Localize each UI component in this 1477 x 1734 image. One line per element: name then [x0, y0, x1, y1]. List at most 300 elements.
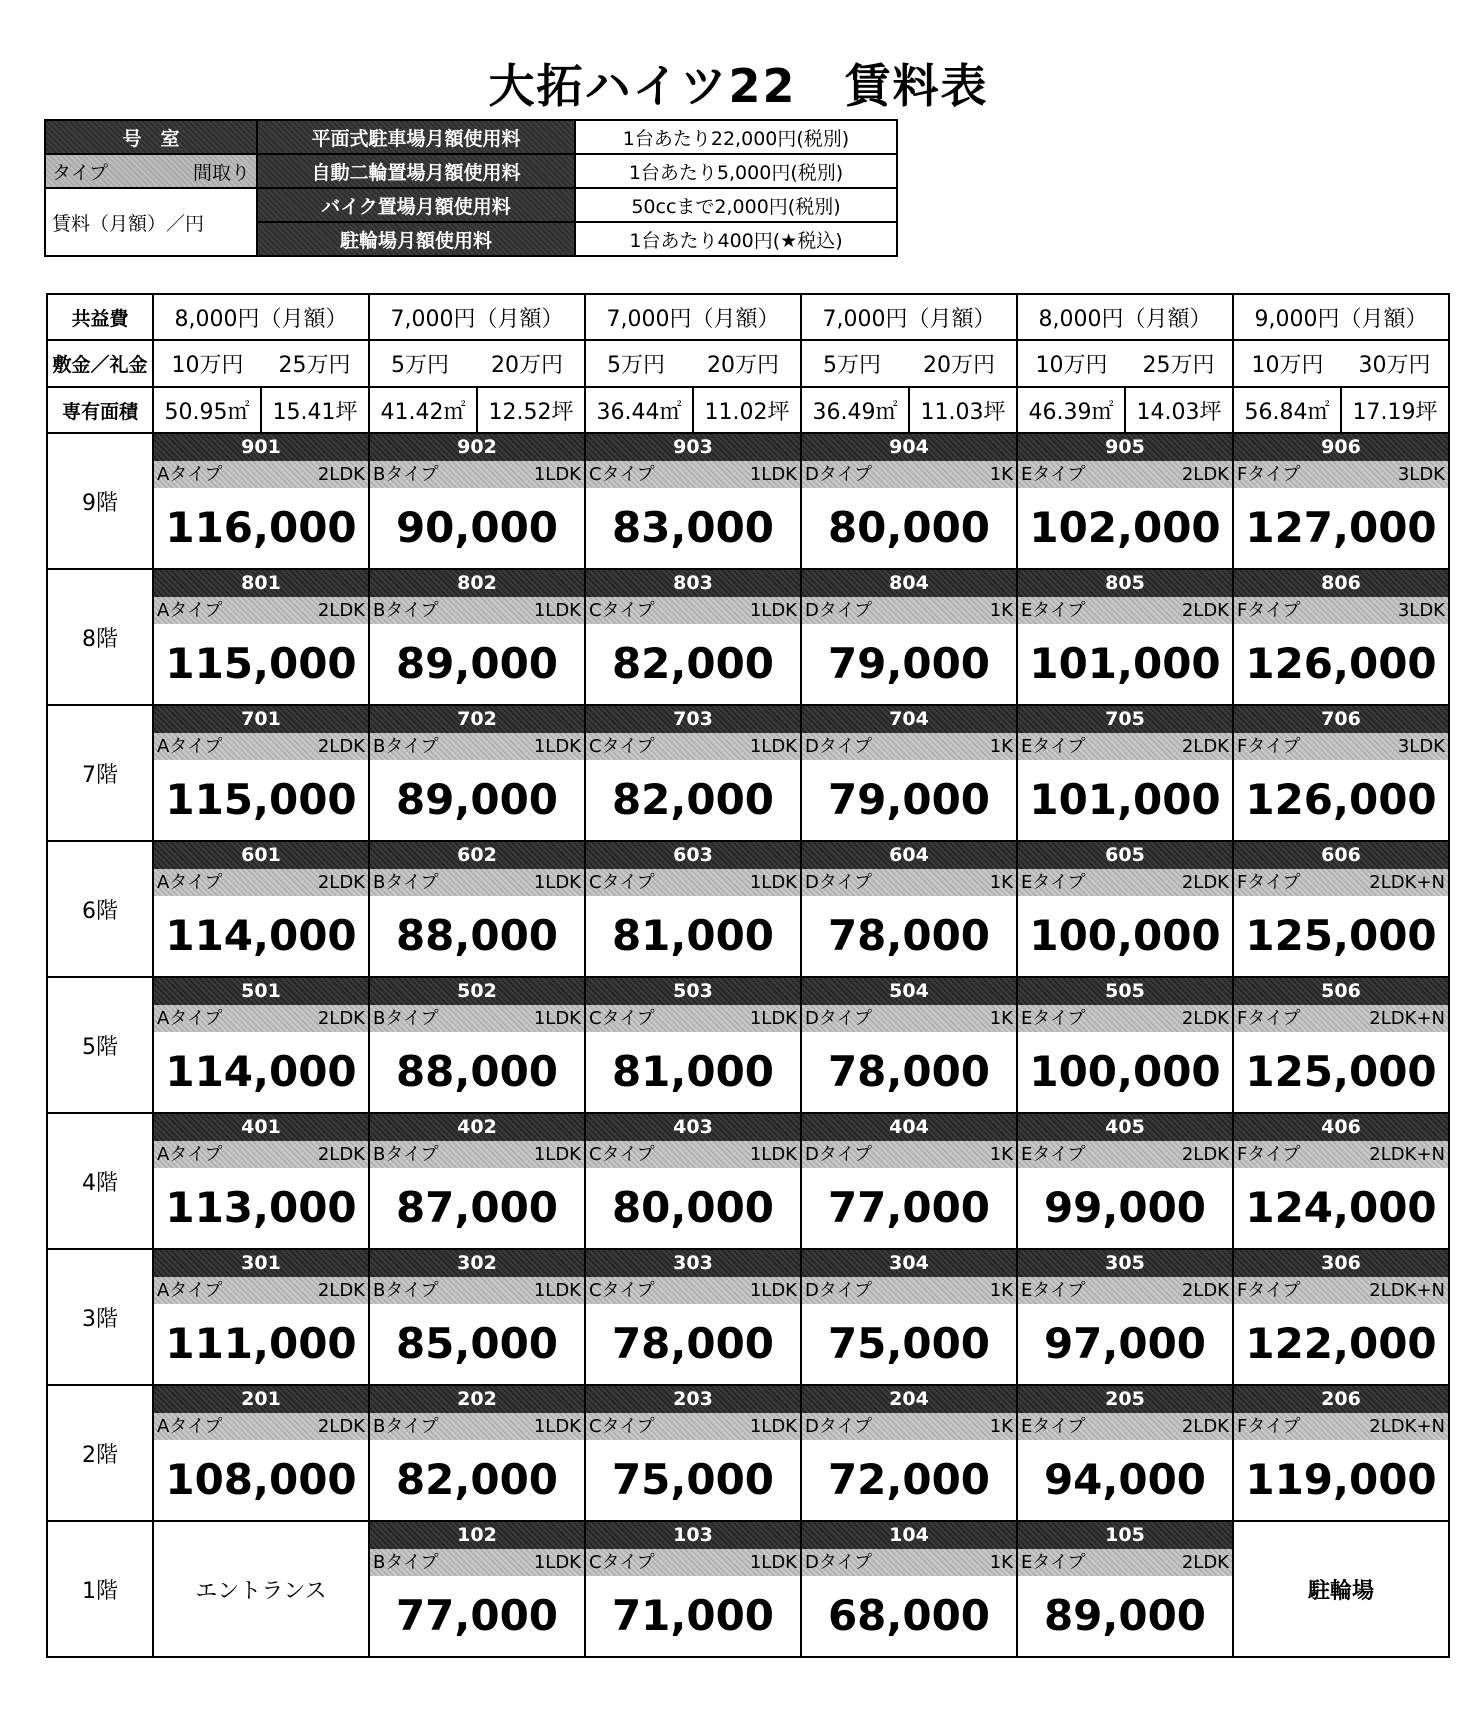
unit-cell: [369, 705, 585, 841]
unit-number: 205: [1018, 1386, 1232, 1413]
unit-rent: 79,000: [827, 639, 991, 688]
unit-type: Eタイプ: [1021, 872, 1086, 893]
area-m2-cell: 41.42㎡: [369, 387, 477, 433]
unit-layout: 2LDK: [1181, 872, 1229, 893]
unit-layout: 2LDK: [1181, 1008, 1229, 1029]
deposit-key-cell: [585, 340, 801, 387]
legend-type-label: タイプ: [52, 161, 109, 184]
deposit-value: 5万円: [391, 353, 449, 378]
floor-label: 7階: [47, 705, 153, 841]
unit-layout: 1LDK: [749, 872, 797, 893]
header-deposit-label: 敷金／礼金: [47, 340, 153, 387]
area-m2-cell: 56.84㎡: [1233, 387, 1341, 433]
unit-rent: 100,000: [1029, 1047, 1221, 1096]
unit-cell: [153, 705, 369, 841]
unit-type: Fタイプ: [1237, 736, 1301, 757]
unit-layout: 1LDK: [533, 600, 581, 621]
unit-type: Fタイプ: [1237, 872, 1301, 893]
deposit-value: 10万円: [1035, 353, 1108, 378]
unit-type: Eタイプ: [1021, 1416, 1086, 1437]
unit-number: 806: [1234, 570, 1448, 597]
unit-number: 905: [1018, 434, 1232, 461]
unit-type: Fタイプ: [1237, 1144, 1301, 1165]
unit-cell: [1017, 977, 1233, 1113]
unit-type-row: [1234, 1141, 1448, 1168]
unit-type-row: [370, 1277, 584, 1304]
unit-layout: 1LDK: [533, 1144, 581, 1165]
deposit-key-cell: [1017, 340, 1233, 387]
unit-type: Eタイプ: [1021, 1008, 1086, 1029]
common-fee-cell: 9,000円（月額）: [1233, 294, 1449, 340]
floor-row: [47, 705, 1449, 841]
unit-cell: [801, 433, 1017, 569]
unit-layout: 2LDK: [317, 736, 365, 757]
unit-type-row: [586, 1413, 800, 1440]
floor-label: 6階: [47, 841, 153, 977]
unit-cell: [801, 1249, 1017, 1385]
unit-number: 505: [1018, 978, 1232, 1005]
unit-type: Fタイプ: [1237, 464, 1301, 485]
unit-rent: 111,000: [165, 1319, 357, 1368]
common-fee-cell: 7,000円（月額）: [585, 294, 801, 340]
unit-cell: [585, 569, 801, 705]
unit-number: 406: [1234, 1114, 1448, 1141]
unit-type-row: [154, 1277, 368, 1304]
unit-number: 803: [586, 570, 800, 597]
unit-type-row: [802, 1549, 1016, 1576]
unit-rent: 125,000: [1245, 1047, 1437, 1096]
unit-rent: 113,000: [165, 1183, 357, 1232]
unit-layout: 3LDK: [1397, 600, 1445, 621]
unit-type: Fタイプ: [1237, 1280, 1301, 1301]
unit-type-row: [370, 1413, 584, 1440]
unit-type-row: [586, 1549, 800, 1576]
unit-rent: 88,000: [395, 911, 559, 960]
unit-layout: 1LDK: [533, 1552, 581, 1573]
unit-cell: [153, 569, 369, 705]
unit-number: 904: [802, 434, 1016, 461]
unit-cell: [153, 1385, 369, 1521]
unit-number: 501: [154, 978, 368, 1005]
unit-number: 606: [1234, 842, 1448, 869]
unit-layout: 3LDK: [1397, 464, 1445, 485]
legend-layout-label: 間取り: [192, 161, 250, 184]
unit-number: 602: [370, 842, 584, 869]
unit-rent: 119,000: [1245, 1455, 1437, 1504]
unit-number: 704: [802, 706, 1016, 733]
unit-type-row: [1018, 1141, 1232, 1168]
header-common-label: 共益費: [47, 294, 153, 340]
unit-rent: 78,000: [827, 1047, 991, 1096]
unit-type-row: [802, 733, 1016, 760]
unit-number: 304: [802, 1250, 1016, 1277]
area-m2-cell: 50.95㎡: [153, 387, 261, 433]
unit-number: 902: [370, 434, 584, 461]
unit-type: Dタイプ: [805, 600, 872, 621]
unit-layout: 2LDK: [317, 1008, 365, 1029]
legend-item-label: 平面式駐車場月額使用料: [257, 120, 575, 154]
area-m2-cell: 36.44㎡: [585, 387, 693, 433]
unit-rent: 108,000: [165, 1455, 357, 1504]
unit-layout: 1K: [989, 1008, 1013, 1029]
unit-number: 502: [370, 978, 584, 1005]
unit-number: 401: [154, 1114, 368, 1141]
unit-rent: 85,000: [395, 1319, 559, 1368]
unit-number: 201: [154, 1386, 368, 1413]
unit-type-row: [370, 1005, 584, 1032]
unit-type: Cタイプ: [589, 600, 655, 621]
legend-item-label: 駐輪場月額使用料: [257, 222, 575, 256]
unit-type-row: [370, 869, 584, 896]
legend-item-label: バイク置場月額使用料: [257, 188, 575, 222]
unit-rent: 114,000: [165, 911, 357, 960]
unit-layout: 1LDK: [749, 600, 797, 621]
unit-type-row: [1018, 597, 1232, 624]
unit-cell: [369, 1521, 585, 1657]
unit-type-row: [154, 869, 368, 896]
floor-row: [47, 1521, 1449, 1657]
area-tsubo-cell: 11.02坪: [693, 387, 801, 433]
unit-cell: [369, 1385, 585, 1521]
unit-type-row: [154, 461, 368, 488]
unit-rent: 75,000: [827, 1319, 991, 1368]
unit-rent: 116,000: [165, 503, 357, 552]
unit-type: Bタイプ: [373, 464, 439, 485]
floor-label: 5階: [47, 977, 153, 1113]
unit-rent: 115,000: [165, 639, 357, 688]
unit-layout: 1K: [989, 1416, 1013, 1437]
unit-type: Bタイプ: [373, 600, 439, 621]
key-money-value: 25万円: [1142, 353, 1215, 378]
unit-number: 804: [802, 570, 1016, 597]
unit-rent: 72,000: [827, 1455, 991, 1504]
unit-type: Dタイプ: [805, 1552, 872, 1573]
unit-layout: 1LDK: [749, 1552, 797, 1573]
unit-cell: [1017, 1385, 1233, 1521]
legend-type-layout: [45, 154, 257, 188]
unit-type: Bタイプ: [373, 1416, 439, 1437]
unit-rent: 81,000: [611, 911, 775, 960]
legend-rent-label: 賃料（月額）／円: [45, 188, 257, 256]
unit-type: Fタイプ: [1237, 1416, 1301, 1437]
unit-type-row: [586, 1277, 800, 1304]
unit-cell: [1233, 569, 1449, 705]
unit-number: 703: [586, 706, 800, 733]
unit-cell: [1233, 841, 1449, 977]
unit-type: Fタイプ: [1237, 600, 1301, 621]
unit-type-row: [1018, 1005, 1232, 1032]
unit-cell: [801, 569, 1017, 705]
unit-rent: 102,000: [1029, 503, 1221, 552]
deposit-value: 5万円: [607, 353, 665, 378]
unit-number: 504: [802, 978, 1016, 1005]
unit-type: Eタイプ: [1021, 600, 1086, 621]
unit-cell: [801, 1521, 1017, 1657]
unit-type: Cタイプ: [589, 872, 655, 893]
unit-cell: [1017, 433, 1233, 569]
unit-cell: [369, 1249, 585, 1385]
floor-row: [47, 841, 1449, 977]
unit-layout: 1K: [989, 736, 1013, 757]
unit-type-row: [586, 461, 800, 488]
unit-type-row: [802, 1277, 1016, 1304]
unit-type: Cタイプ: [589, 1280, 655, 1301]
unit-layout: 1LDK: [749, 1280, 797, 1301]
common-fee-cell: 7,000円（月額）: [801, 294, 1017, 340]
unit-type: Bタイプ: [373, 1552, 439, 1573]
area-tsubo-cell: 11.03坪: [909, 387, 1017, 433]
unit-cell: [153, 1113, 369, 1249]
unit-type-row: [1234, 461, 1448, 488]
unit-type-row: [154, 1141, 368, 1168]
unit-type-row: [586, 1005, 800, 1032]
unit-layout: 2LDK: [1181, 1280, 1229, 1301]
unit-type: Aタイプ: [157, 464, 223, 485]
unit-layout: 1LDK: [749, 464, 797, 485]
unit-number: 901: [154, 434, 368, 461]
unit-rent: 68,000: [827, 1591, 991, 1640]
unit-type-row: [1234, 733, 1448, 760]
unit-cell: [801, 1113, 1017, 1249]
common-fee-cell: 7,000円（月額）: [369, 294, 585, 340]
unit-layout: 1LDK: [533, 1416, 581, 1437]
unit-type: Dタイプ: [805, 1008, 872, 1029]
legend-room-label: 号 室: [45, 120, 257, 154]
unit-layout: 3LDK: [1397, 736, 1445, 757]
floor-row: [47, 569, 1449, 705]
unit-rent: 115,000: [165, 775, 357, 824]
unit-type-row: [802, 1005, 1016, 1032]
unit-type-row: [1234, 1277, 1448, 1304]
unit-cell: [585, 841, 801, 977]
unit-layout: 1K: [989, 600, 1013, 621]
floor-label: 2階: [47, 1385, 153, 1521]
unit-cell: [369, 433, 585, 569]
unit-type-row: [370, 733, 584, 760]
unit-cell: [1017, 841, 1233, 977]
unit-number: 903: [586, 434, 800, 461]
unit-number: 503: [586, 978, 800, 1005]
unit-cell: [585, 1113, 801, 1249]
floor-label: 8階: [47, 569, 153, 705]
unit-layout: 1LDK: [749, 736, 797, 757]
unit-rent: 79,000: [827, 775, 991, 824]
unit-rent: 87,000: [395, 1183, 559, 1232]
unit-number: 702: [370, 706, 584, 733]
unit-cell: [1233, 705, 1449, 841]
unit-type-row: [1018, 1549, 1232, 1576]
unit-number: 301: [154, 1250, 368, 1277]
unit-number: 403: [586, 1114, 800, 1141]
unit-type: Aタイプ: [157, 1416, 223, 1437]
unit-number: 302: [370, 1250, 584, 1277]
unit-layout: 2LDK+N: [1369, 872, 1445, 893]
unit-cell: [585, 433, 801, 569]
legend-item-value: 1台あたり22,000円(税別): [575, 120, 897, 154]
floor-row: [47, 1113, 1449, 1249]
unit-layout: 1LDK: [749, 1416, 797, 1437]
unit-type-row: [586, 1141, 800, 1168]
unit-type-row: [154, 1005, 368, 1032]
unit-cell: [1233, 1113, 1449, 1249]
unit-type: Cタイプ: [589, 1008, 655, 1029]
unit-type-row: [1018, 733, 1232, 760]
unit-cell: [585, 1521, 801, 1657]
deposit-value: 10万円: [1251, 353, 1324, 378]
unit-number: 203: [586, 1386, 800, 1413]
unit-cell: [585, 705, 801, 841]
unit-layout: 2LDK: [317, 600, 365, 621]
bike-parking-cell: 駐輪場: [1233, 1521, 1449, 1657]
unit-rent: 75,000: [611, 1455, 775, 1504]
unit-number: 405: [1018, 1114, 1232, 1141]
unit-cell: [1233, 977, 1449, 1113]
legend-table: [44, 119, 898, 257]
unit-rent: 71,000: [611, 1591, 775, 1640]
area-tsubo-cell: 17.19坪: [1341, 387, 1449, 433]
key-money-value: 30万円: [1358, 353, 1431, 378]
unit-layout: 1K: [989, 1144, 1013, 1165]
unit-type-row: [370, 1141, 584, 1168]
unit-layout: 1K: [989, 872, 1013, 893]
unit-type: Aタイプ: [157, 600, 223, 621]
unit-number: 605: [1018, 842, 1232, 869]
unit-cell: [585, 1385, 801, 1521]
unit-layout: 2LDK: [317, 1416, 365, 1437]
unit-number: 404: [802, 1114, 1016, 1141]
unit-layout: 1LDK: [533, 464, 581, 485]
unit-rent: 83,000: [611, 503, 775, 552]
rent-table: [46, 293, 1450, 1658]
unit-type-row: [370, 597, 584, 624]
unit-number: 801: [154, 570, 368, 597]
unit-rent: 94,000: [1043, 1455, 1207, 1504]
unit-rent: 99,000: [1043, 1183, 1207, 1232]
unit-layout: 2LDK: [317, 464, 365, 485]
unit-rent: 126,000: [1245, 639, 1437, 688]
unit-number: 103: [586, 1522, 800, 1549]
unit-type: Fタイプ: [1237, 1008, 1301, 1029]
deposit-key-cell: [153, 340, 369, 387]
unit-type-row: [154, 1413, 368, 1440]
unit-type-row: [802, 597, 1016, 624]
unit-number: 706: [1234, 706, 1448, 733]
area-m2-cell: 36.49㎡: [801, 387, 909, 433]
deposit-key-cell: [369, 340, 585, 387]
unit-rent: 90,000: [395, 503, 559, 552]
unit-layout: 1LDK: [533, 872, 581, 893]
unit-type: Cタイプ: [589, 1552, 655, 1573]
floor-row: [47, 1249, 1449, 1385]
unit-type: Aタイプ: [157, 736, 223, 757]
deposit-value: 10万円: [171, 353, 244, 378]
unit-rent: 100,000: [1029, 911, 1221, 960]
area-m2-cell: 46.39㎡: [1017, 387, 1125, 433]
unit-cell: [1233, 433, 1449, 569]
unit-rent: 80,000: [827, 503, 991, 552]
unit-layout: 1K: [989, 464, 1013, 485]
unit-rent: 124,000: [1245, 1183, 1437, 1232]
unit-rent: 89,000: [395, 639, 559, 688]
unit-number: 202: [370, 1386, 584, 1413]
header-area-label: 専有面積: [47, 387, 153, 433]
unit-layout: 1K: [989, 1552, 1013, 1573]
unit-layout: 2LDK+N: [1369, 1008, 1445, 1029]
deposit-value: 5万円: [823, 353, 881, 378]
unit-layout: 2LDK: [317, 872, 365, 893]
unit-cell: [801, 1385, 1017, 1521]
unit-number: 604: [802, 842, 1016, 869]
unit-cell: [369, 841, 585, 977]
floor-label: 9階: [47, 433, 153, 569]
key-money-value: 20万円: [923, 353, 995, 378]
unit-number: 601: [154, 842, 368, 869]
common-fee-cell: 8,000円（月額）: [1017, 294, 1233, 340]
floor-row: [47, 977, 1449, 1113]
unit-number: 206: [1234, 1386, 1448, 1413]
legend-item-value: 1台あたり400円(★税込): [575, 222, 897, 256]
unit-type-row: [586, 733, 800, 760]
floor-label: 1階: [47, 1521, 153, 1657]
unit-type: Cタイプ: [589, 1416, 655, 1437]
unit-number: 701: [154, 706, 368, 733]
legend-item-value: 1台あたり5,000円(税別): [575, 154, 897, 188]
unit-rent: 101,000: [1029, 639, 1221, 688]
unit-layout: 2LDK+N: [1369, 1280, 1445, 1301]
unit-layout: 1LDK: [533, 736, 581, 757]
unit-number: 906: [1234, 434, 1448, 461]
unit-number: 506: [1234, 978, 1448, 1005]
area-tsubo-cell: 14.03坪: [1125, 387, 1233, 433]
unit-layout: 1LDK: [533, 1008, 581, 1029]
unit-type-row: [802, 1141, 1016, 1168]
unit-rent: 81,000: [611, 1047, 775, 1096]
unit-type: Dタイプ: [805, 464, 872, 485]
unit-layout: 2LDK: [317, 1280, 365, 1301]
unit-layout: 1LDK: [749, 1144, 797, 1165]
entrance-cell: エントランス: [153, 1521, 369, 1657]
unit-rent: 78,000: [827, 911, 991, 960]
unit-type-row: [1018, 461, 1232, 488]
unit-rent: 125,000: [1245, 911, 1437, 960]
unit-type-row: [1018, 1277, 1232, 1304]
unit-type: Dタイプ: [805, 1416, 872, 1437]
key-money-value: 25万円: [278, 353, 351, 378]
key-money-value: 20万円: [491, 353, 563, 378]
unit-type: Aタイプ: [157, 1008, 223, 1029]
unit-layout: 2LDK: [1181, 1416, 1229, 1437]
unit-rent: 88,000: [395, 1047, 559, 1096]
unit-layout: 1LDK: [533, 1280, 581, 1301]
area-tsubo-cell: 15.41坪: [261, 387, 369, 433]
unit-number: 402: [370, 1114, 584, 1141]
area-tsubo-cell: 12.52坪: [477, 387, 585, 433]
unit-layout: 2LDK: [1181, 1144, 1229, 1165]
unit-number: 102: [370, 1522, 584, 1549]
unit-type: Dタイプ: [805, 1280, 872, 1301]
unit-number: 306: [1234, 1250, 1448, 1277]
deposit-key-cell: [1233, 340, 1449, 387]
unit-rent: 80,000: [611, 1183, 775, 1232]
unit-cell: [1017, 1113, 1233, 1249]
legend-item-value: 50ccまで2,000円(税別): [575, 188, 897, 222]
unit-cell: [585, 1249, 801, 1385]
unit-cell: [1233, 1249, 1449, 1385]
unit-number: 705: [1018, 706, 1232, 733]
unit-cell: [801, 705, 1017, 841]
unit-type-row: [1018, 1413, 1232, 1440]
floor-row: [47, 1385, 1449, 1521]
